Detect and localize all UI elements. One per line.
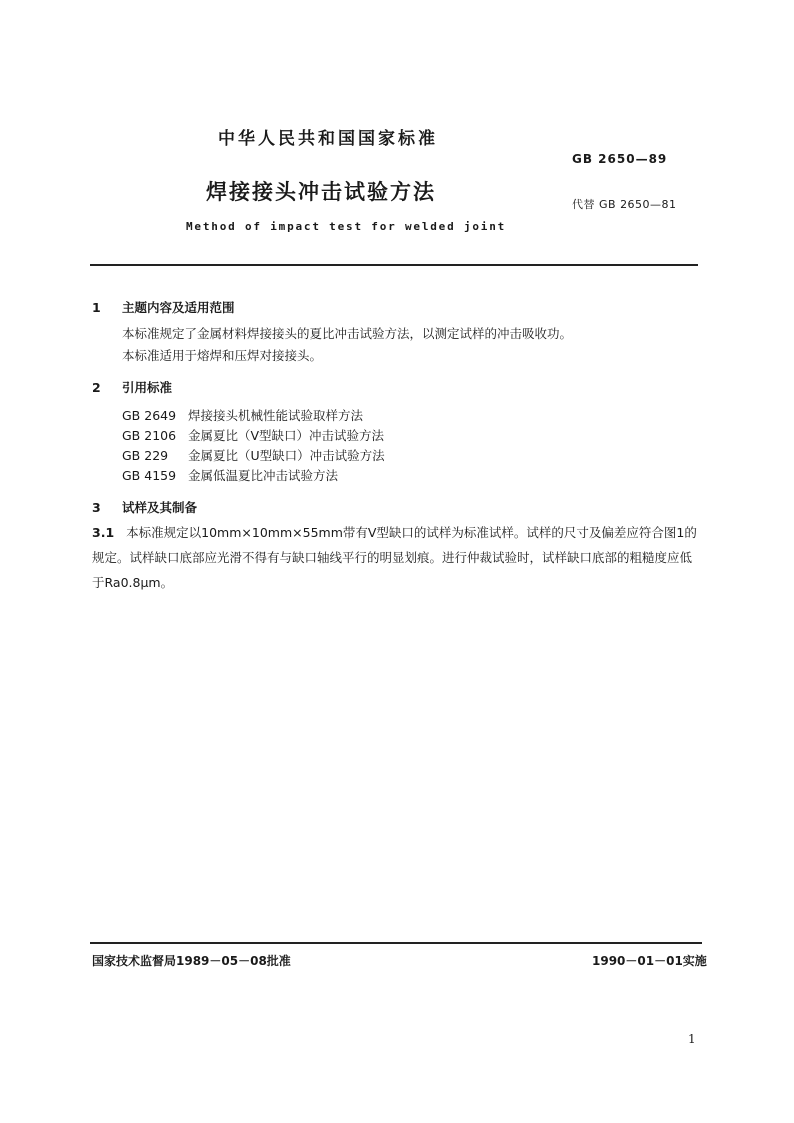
document-title-cn: 焊接接头冲击试验方法 [206,180,436,204]
section-number: 2 [92,380,101,395]
section-1-paragraph: 本标准适用于熔焊和压焊对接接头。 [122,348,323,363]
clause-text: 本标准规定以10mm×10mm×55mm带有V型缺口的试样为标准试样。试样的尺寸及偏差应符合图1的规定。试样缺口底部应光滑不得有与缺口轴线平行的明显划痕。进行仲裁试验时，试样缺口底部的粗糙度应低于Ra0.8μm。 [92,525,697,590]
approval-date: 国家技术监督局1989－05－08批准 [92,954,291,968]
section-title: 试样及其制备 [122,500,198,515]
reference-title: 金属夏比（U型缺口）冲击试验方法 [188,448,385,463]
standard-organization: 中华人民共和国国家标准 [218,129,438,149]
section-2-heading [92,378,172,396]
reference-item [122,466,338,484]
reference-code: GB 2106 [122,428,177,443]
clause-number: 3.1 [92,525,115,540]
section-1-paragraph: 本标准规定了金属材料焊接接头的夏比冲击试验方法，以测定试样的冲击吸收功。 [122,326,573,341]
section-number: 1 [92,300,101,315]
replaces-note: 代替 GB 2650—81 [572,198,677,211]
section-number: 3 [92,500,101,515]
clause-3-1 [92,520,704,595]
implementation-date: 1990－01－01实施 [592,954,707,968]
section-1-heading [92,298,235,316]
reference-title: 金属夏比（V型缺口）冲击试验方法 [188,428,385,443]
page-number: 1 [688,1032,696,1046]
reference-title: 金属低温夏比冲击试验方法 [188,468,339,483]
reference-item [122,426,384,444]
reference-item [122,406,363,424]
reference-code: GB 2649 [122,408,177,423]
header-divider [90,264,698,266]
section-3-heading [92,498,197,516]
reference-title: 焊接接头机械性能试验取样方法 [188,408,364,423]
footer-divider [90,942,702,944]
document-title-en: Method of impact test for welded joint [186,220,507,233]
reference-code: GB 229 [122,448,169,463]
section-title: 引用标准 [122,380,173,395]
reference-item [122,446,385,464]
standard-number: GB 2650—89 [572,152,668,166]
section-title: 主题内容及适用范围 [122,300,235,315]
reference-code: GB 4159 [122,468,177,483]
